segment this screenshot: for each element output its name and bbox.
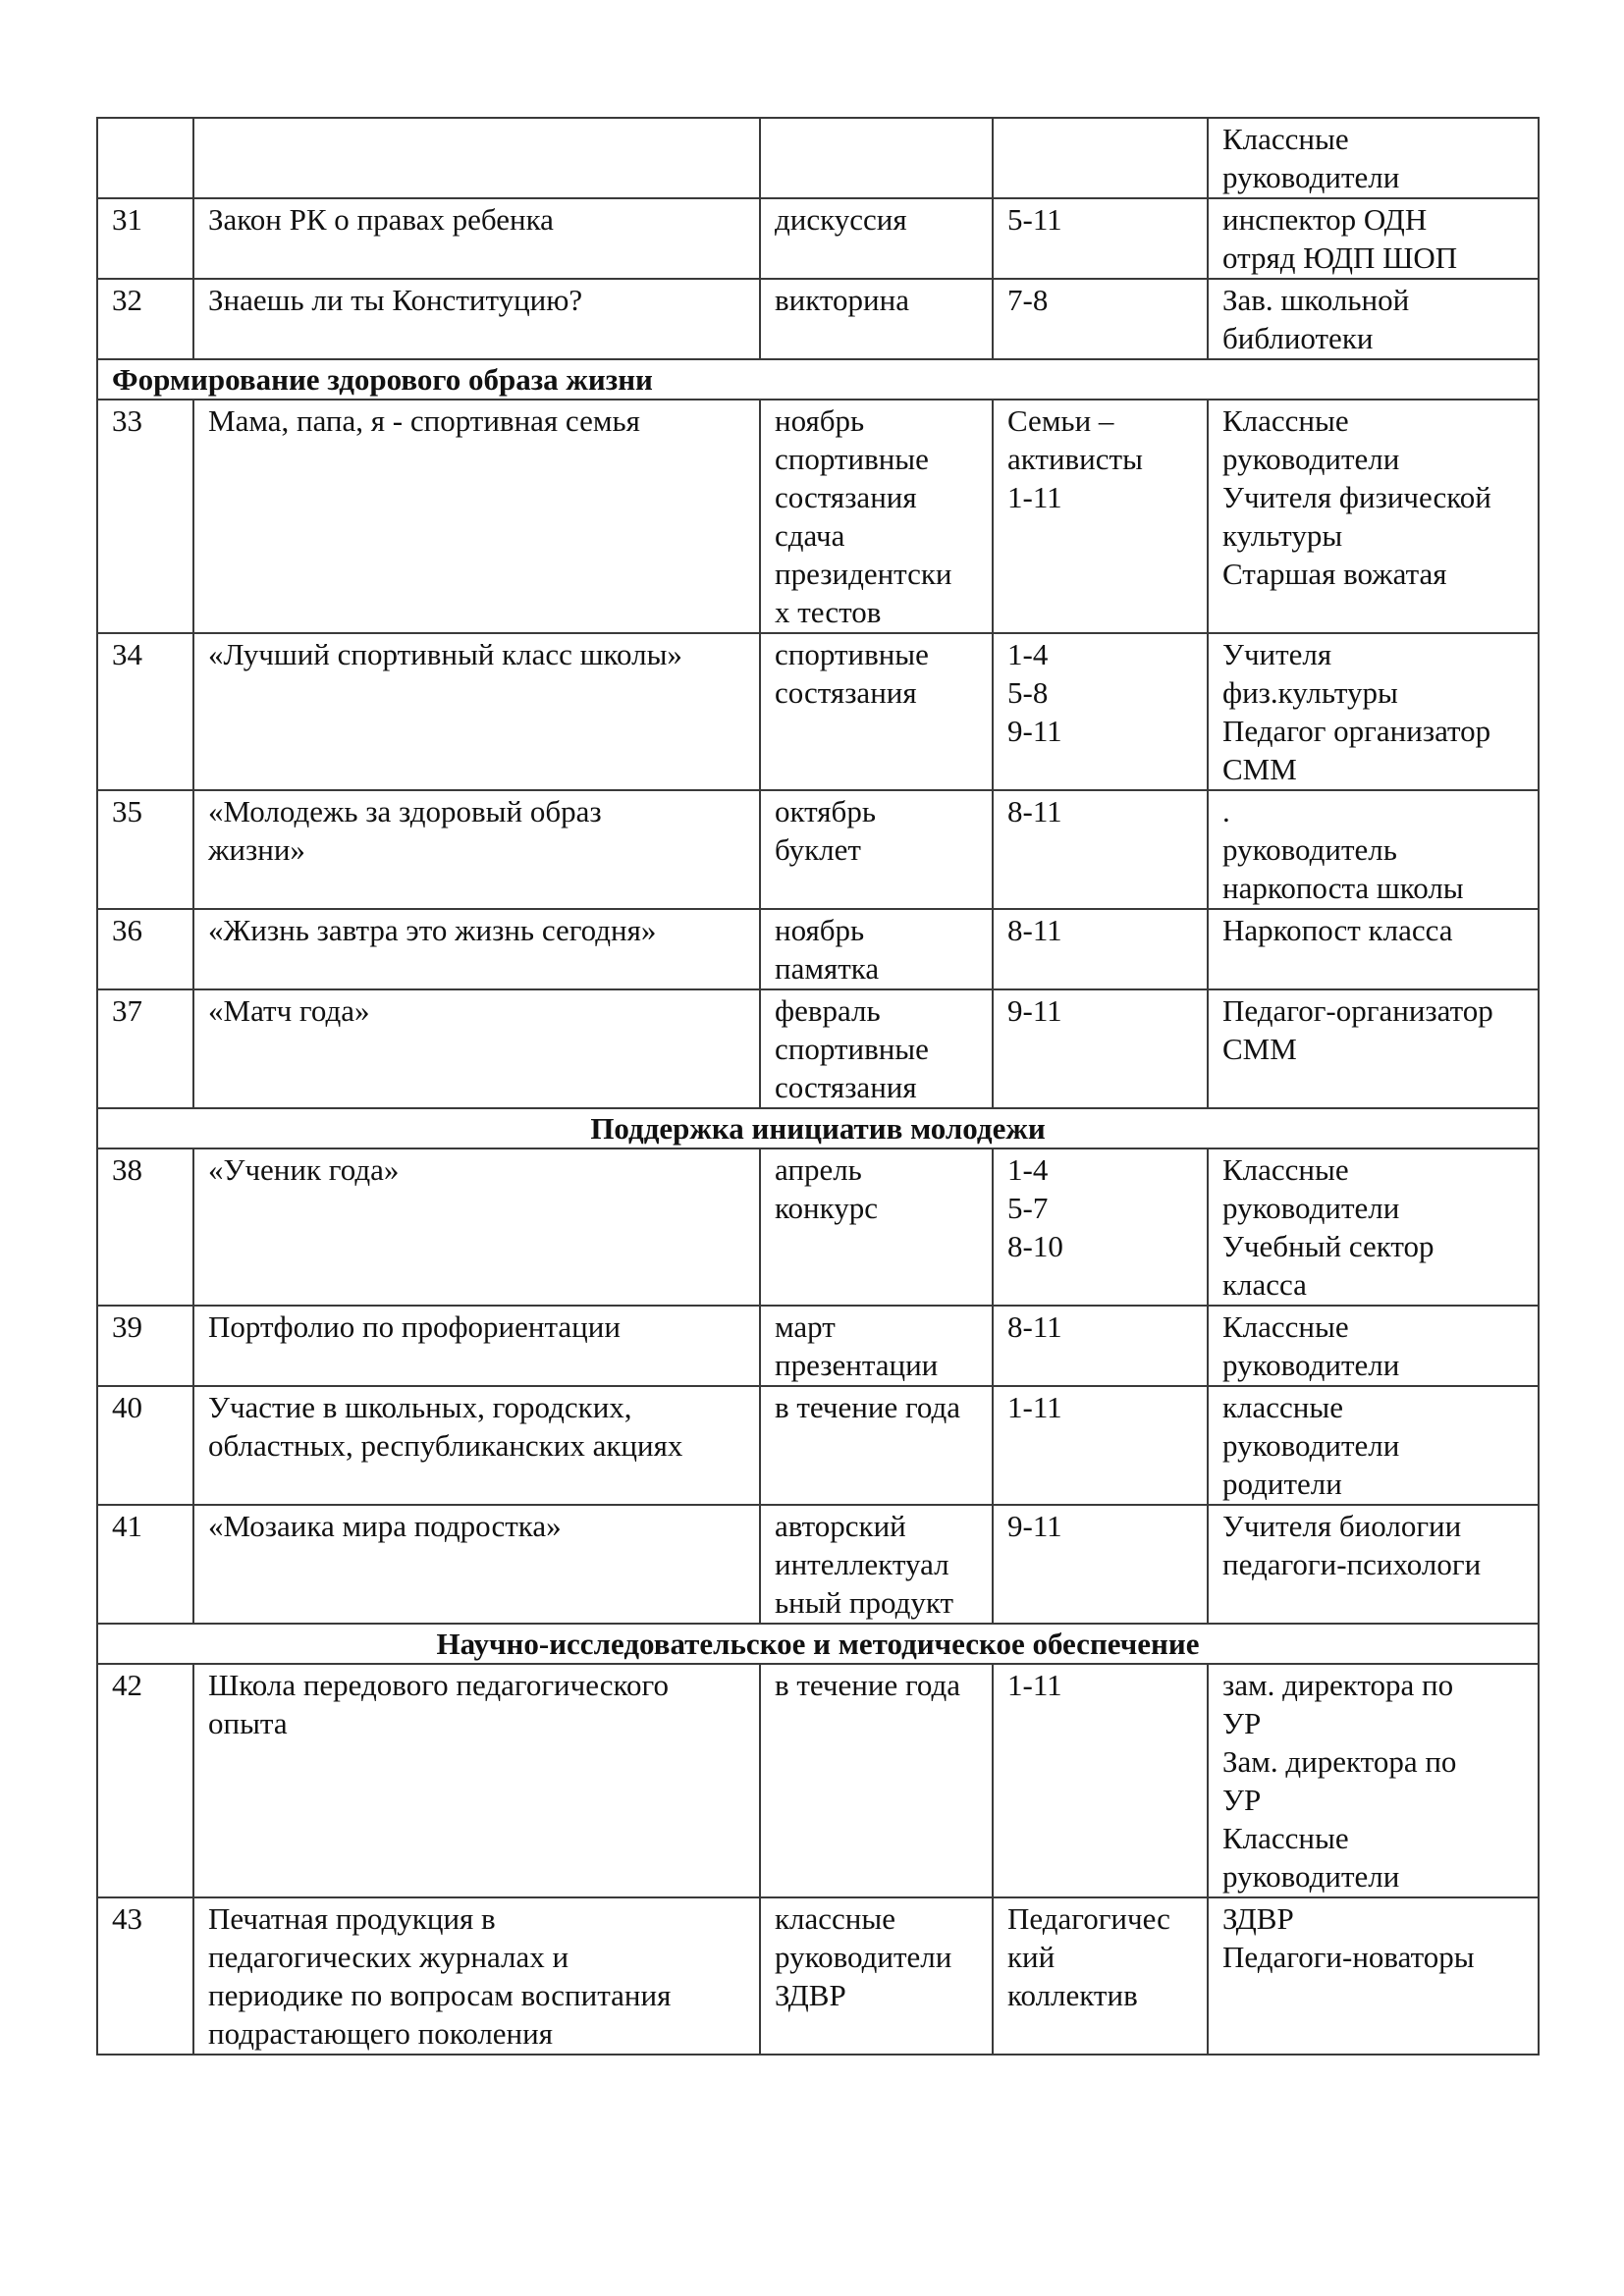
plan-table [96,117,1540,2056]
responsible-cell [1208,633,1539,790]
responsible-cell [1208,1306,1539,1386]
classes-line: 1-11 [1007,1668,1062,1702]
responsible-line: . [1222,794,1230,828]
classes-cell [993,198,1208,279]
event-cell [193,118,760,198]
table-body [97,118,1539,2055]
row-number-cell: 43 [97,1897,193,2055]
classes-line: Семьи – [1007,403,1114,438]
form-cell [760,118,993,198]
table-row [97,198,1539,279]
classes-cell [993,1897,1208,2055]
event-cell [193,633,760,790]
classes-line: 1-4 [1007,1152,1049,1187]
form-cell [760,1386,993,1505]
responsible-line: Наркопост класса [1222,913,1453,947]
event-line: «Жизнь завтра это жизнь сегодня» [208,913,657,947]
responsible-line: Учителя физической [1222,480,1491,514]
row-number-cell: 36 [97,909,193,989]
section-header-row [97,1108,1539,1148]
form-line: авторский [775,1509,906,1543]
responsible-line: Зав. школьной [1222,283,1410,317]
responsible-line: руководители [1222,1348,1400,1382]
classes-line: 8-11 [1007,794,1062,828]
responsible-line: культуры [1222,518,1343,553]
form-line: ноябрь [775,913,865,947]
classes-line: 9-11 [1007,993,1062,1028]
classes-cell [993,909,1208,989]
event-line: Портфолио по профориентации [208,1309,621,1344]
responsible-line: руководители [1222,1859,1400,1894]
table-row [97,1148,1539,1306]
event-line: подрастающего поколения [208,2016,553,2051]
form-cell [760,989,993,1108]
event-line: периодике по вопросам воспитания [208,1978,672,2012]
form-line: февраль [775,993,881,1028]
responsible-line: Классные [1222,1821,1349,1855]
responsible-line: Учебный сектор [1222,1229,1435,1263]
responsible-line: руководители [1222,442,1400,476]
form-line: классные [775,1901,895,1936]
responsible-line: руководители [1222,1428,1400,1463]
classes-line: активисты [1007,442,1143,476]
form-line: викторина [775,283,909,317]
event-cell [193,1386,760,1505]
classes-line: 8-10 [1007,1229,1063,1263]
classes-cell [993,1664,1208,1897]
responsible-cell [1208,1897,1539,2055]
event-line: жизни» [208,832,305,867]
event-line: «Матч года» [208,993,370,1028]
table-row [97,909,1539,989]
row-number-cell: 39 [97,1306,193,1386]
classes-line: 1-11 [1007,1390,1062,1424]
responsible-line: руководитель [1222,832,1397,867]
form-line: ьный продукт [775,1585,954,1620]
row-number-cell: 41 [97,1505,193,1624]
classes-line: кий [1007,1940,1056,1974]
responsible-line: Классные [1222,1152,1349,1187]
responsible-cell [1208,279,1539,359]
event-line: «Молодежь за здоровый образ [208,794,602,828]
event-cell [193,1897,760,2055]
responsible-line: УР [1222,1783,1262,1817]
classes-line: коллектив [1007,1978,1138,2012]
form-line: спортивные [775,1032,929,1066]
form-cell [760,1505,993,1624]
form-line: в течение года [775,1390,961,1424]
event-line: опыта [208,1706,288,1740]
form-cell [760,790,993,909]
form-cell [760,198,993,279]
event-cell [193,909,760,989]
responsible-line: Зам. директора по [1222,1744,1457,1779]
row-number-cell: 33 [97,400,193,633]
responsible-line: отряд ЮДП ШОП [1222,240,1458,275]
classes-cell [993,279,1208,359]
table-row [97,989,1539,1108]
form-line: состязания [775,1070,917,1104]
event-cell [193,279,760,359]
event-cell [193,989,760,1108]
table-row [97,790,1539,909]
classes-cell [993,989,1208,1108]
event-line: Участие в школьных, городских, [208,1390,632,1424]
table-row [97,1897,1539,2055]
responsible-line: руководители [1222,1191,1400,1225]
table-row [97,1505,1539,1624]
classes-line: 5-8 [1007,675,1049,710]
event-line: «Мозаика мира подростка» [208,1509,562,1543]
row-number-cell: 32 [97,279,193,359]
table-row [97,1386,1539,1505]
responsible-line: классные [1222,1390,1343,1424]
form-line: памятка [775,951,880,986]
form-line: х тестов [775,595,882,629]
classes-line: 7-8 [1007,283,1049,317]
responsible-line: Педагог организатор [1222,714,1491,748]
classes-line: 1-11 [1007,480,1062,514]
form-line: интеллектуал [775,1547,949,1581]
responsible-line: Педагоги-новаторы [1222,1940,1475,1974]
classes-cell [993,118,1208,198]
table-row [97,279,1539,359]
responsible-line: УР [1222,1706,1262,1740]
form-line: ноябрь [775,403,865,438]
form-line: ЗДВР [775,1978,846,2012]
section-title: Поддержка инициатив молодежи [97,1108,1539,1148]
responsible-line: ЗДВР [1222,1901,1294,1936]
event-line: Печатная продукция в [208,1901,496,1936]
responsible-line: библиотеки [1222,321,1374,355]
row-number-cell: 35 [97,790,193,909]
classes-cell [993,1386,1208,1505]
responsible-line: Классные [1222,1309,1349,1344]
form-cell [760,633,993,790]
responsible-line: Учителя биологии [1222,1509,1462,1543]
table-row [97,1664,1539,1897]
form-line: презентации [775,1348,939,1382]
form-line: апрель [775,1152,862,1187]
form-line: дискуссия [775,202,907,237]
table-row [97,633,1539,790]
responsible-line: Классные [1222,403,1349,438]
responsible-line: руководители [1222,160,1400,194]
responsible-cell [1208,909,1539,989]
form-cell [760,1897,993,2055]
event-cell [193,198,760,279]
event-line: «Лучший спортивный класс школы» [208,637,682,671]
classes-cell [993,1148,1208,1306]
row-number-cell: 31 [97,198,193,279]
classes-line: Педагогичес [1007,1901,1170,1936]
table-row [97,1306,1539,1386]
classes-line: 5-7 [1007,1191,1049,1225]
responsible-line: Учителя [1222,637,1332,671]
form-cell [760,400,993,633]
event-line: Знаешь ли ты Конституцию? [208,283,583,317]
form-cell [760,1664,993,1897]
classes-cell [993,633,1208,790]
responsible-cell [1208,790,1539,909]
form-line: март [775,1309,836,1344]
event-line: областных, республиканских акциях [208,1428,683,1463]
responsible-line: СММ [1222,1032,1297,1066]
form-line: спортивные [775,442,929,476]
form-cell [760,1148,993,1306]
event-line: Школа передового педагогического [208,1668,669,1702]
form-cell [760,279,993,359]
responsible-line: родители [1222,1467,1342,1501]
event-cell [193,400,760,633]
responsible-line: класса [1222,1267,1307,1302]
responsible-line: педагоги-психологи [1222,1547,1482,1581]
responsible-line: наркопоста школы [1222,871,1464,905]
responsible-line: Старшая вожатая [1222,557,1447,591]
classes-line: 1-4 [1007,637,1049,671]
form-cell [760,909,993,989]
form-line: спортивные [775,637,929,671]
event-cell [193,1505,760,1624]
form-cell [760,1306,993,1386]
classes-cell [993,400,1208,633]
form-line: буклет [775,832,861,867]
responsible-cell [1208,989,1539,1108]
responsible-cell [1208,198,1539,279]
form-line: конкурс [775,1191,878,1225]
event-cell [193,1148,760,1306]
event-line: «Ученик года» [208,1152,400,1187]
table-row [97,400,1539,633]
responsible-line: СММ [1222,752,1297,786]
section-title: Научно-исследовательское и методическое обеспечение [97,1624,1539,1664]
classes-line: 8-11 [1007,1309,1062,1344]
responsible-line: зам. директора по [1222,1668,1454,1702]
form-line: президентски [775,557,952,591]
responsible-line: инспектор ОДН [1222,202,1428,237]
classes-line: 8-11 [1007,913,1062,947]
row-number-cell: 34 [97,633,193,790]
event-line: Мама, папа, я - спортивная семья [208,403,640,438]
event-cell [193,1664,760,1897]
row-number-cell: 40 [97,1386,193,1505]
event-cell [193,790,760,909]
event-line: Закон РК о правах ребенка [208,202,554,237]
responsible-cell [1208,1664,1539,1897]
row-number-cell [97,118,193,198]
section-header-row [97,359,1539,400]
form-line: состязания [775,480,917,514]
responsible-line: Классные [1222,122,1349,156]
responsible-line: физ.культуры [1222,675,1398,710]
responsible-cell [1208,118,1539,198]
classes-line: 5-11 [1007,202,1062,237]
row-number-cell: 42 [97,1664,193,1897]
event-line: педагогических журналах и [208,1940,569,1974]
form-line: октябрь [775,794,876,828]
responsible-cell [1208,1505,1539,1624]
section-header-row [97,1624,1539,1664]
form-line: в течение года [775,1668,961,1702]
row-number-cell: 38 [97,1148,193,1306]
classes-cell [993,1306,1208,1386]
responsible-cell [1208,1386,1539,1505]
responsible-line: Педагог-организатор [1222,993,1493,1028]
form-line: руководители [775,1940,952,1974]
responsible-cell [1208,400,1539,633]
row-number-cell: 37 [97,989,193,1108]
classes-line: 9-11 [1007,714,1062,748]
responsible-cell [1208,1148,1539,1306]
classes-cell [993,1505,1208,1624]
classes-line: 9-11 [1007,1509,1062,1543]
table-row [97,118,1539,198]
form-line: состязания [775,675,917,710]
event-cell [193,1306,760,1386]
form-line: сдача [775,518,845,553]
section-title: Формирование здорового образа жизни [97,359,1539,400]
classes-cell [993,790,1208,909]
